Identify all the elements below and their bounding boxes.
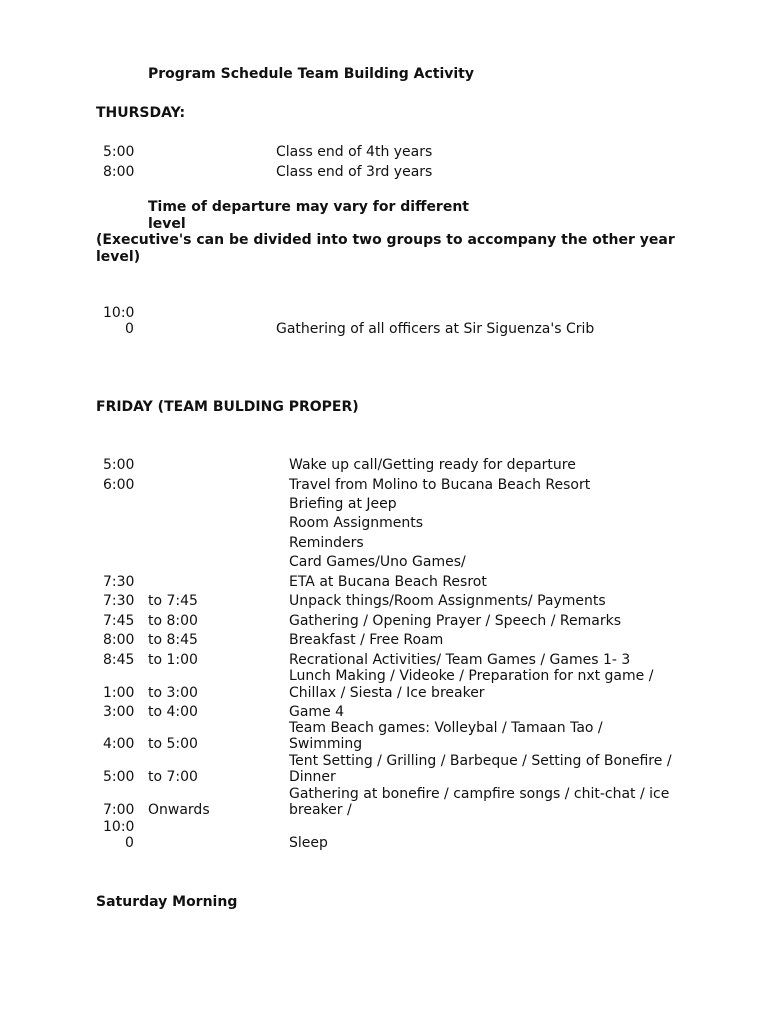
schedule-activity: Reminders bbox=[289, 535, 364, 551]
departure-note-line: level bbox=[148, 216, 186, 232]
schedule-time: 10:0 bbox=[103, 819, 135, 835]
schedule-time: 8:45 bbox=[103, 652, 135, 668]
schedule-activity: Team Beach games: Volleybal / Tamaan Tao / bbox=[289, 720, 603, 736]
schedule-activity: Sleep bbox=[289, 835, 328, 851]
executive-note-line: (Executive's can be divided into two groups to accompany the other year bbox=[96, 232, 675, 248]
page-title: Program Schedule Team Building Activity bbox=[148, 66, 474, 82]
schedule-activity: Lunch Making / Videoke / Preparation for nxt game / bbox=[289, 668, 654, 684]
schedule-to: to 8:00 bbox=[148, 613, 198, 629]
schedule-activity: Dinner bbox=[289, 769, 336, 785]
schedule-activity: Travel from Molino to Bucana Beach Resort bbox=[289, 477, 591, 493]
schedule-activity: Gathering at bonefire / campfire songs / chit-chat / ice bbox=[289, 786, 670, 802]
schedule-activity: Tent Setting / Grilling / Barbeque / Setting of Bonefire / bbox=[289, 753, 672, 769]
schedule-activity: ETA at Bucana Beach Resrot bbox=[289, 574, 487, 590]
schedule-time: 10:0 bbox=[103, 305, 135, 321]
schedule-time: 5:00 bbox=[103, 769, 135, 785]
schedule-to: to 1:00 bbox=[148, 652, 198, 668]
schedule-time: 8:00 bbox=[103, 164, 135, 180]
schedule-to: to 8:45 bbox=[148, 632, 198, 648]
schedule-activity: Recrational Activities/ Team Games / Games 1- 3 bbox=[289, 652, 631, 668]
saturday-heading: Saturday Morning bbox=[96, 894, 238, 910]
friday-heading: FRIDAY (TEAM BULDING PROPER) bbox=[96, 399, 359, 415]
schedule-to: to 7:45 bbox=[148, 593, 198, 609]
thursday-heading: THURSDAY: bbox=[96, 105, 186, 121]
schedule-activity: Unpack things/Room Assignments/ Payments bbox=[289, 593, 606, 609]
executive-note-line: level) bbox=[96, 249, 141, 265]
schedule-time: 7:00 bbox=[103, 802, 135, 818]
schedule-time: 5:00 bbox=[103, 457, 135, 473]
schedule-to: to 5:00 bbox=[148, 736, 198, 752]
schedule-to: to 4:00 bbox=[148, 704, 198, 720]
departure-note-line: Time of departure may vary for different bbox=[148, 199, 469, 215]
schedule-time: 0 bbox=[125, 321, 134, 337]
schedule-to: Onwards bbox=[148, 802, 210, 818]
schedule-activity: Briefing at Jeep bbox=[289, 496, 397, 512]
schedule-activity: Gathering / Opening Prayer / Speech / Remarks bbox=[289, 613, 621, 629]
schedule-activity: Gathering of all officers at Sir Siguenza's Crib bbox=[276, 321, 595, 337]
schedule-time: 3:00 bbox=[103, 704, 135, 720]
schedule-activity: Swimming bbox=[289, 736, 363, 752]
schedule-activity: Breakfast / Free Roam bbox=[289, 632, 444, 648]
schedule-time: 4:00 bbox=[103, 736, 135, 752]
schedule-activity: Game 4 bbox=[289, 704, 345, 720]
schedule-activity: Class end of 3rd years bbox=[276, 164, 433, 180]
schedule-activity: Room Assignments bbox=[289, 515, 424, 531]
schedule-time: 0 bbox=[125, 835, 134, 851]
schedule-time: 1:00 bbox=[103, 685, 135, 701]
schedule-to: to 3:00 bbox=[148, 685, 198, 701]
schedule-time: 7:30 bbox=[103, 574, 135, 590]
schedule-time: 7:45 bbox=[103, 613, 135, 629]
schedule-time: 7:30 bbox=[103, 593, 135, 609]
schedule-activity: Chillax / Siesta / Ice breaker bbox=[289, 685, 485, 701]
schedule-time: 8:00 bbox=[103, 632, 135, 648]
schedule-activity: Wake up call/Getting ready for departure bbox=[289, 457, 576, 473]
schedule-activity: Class end of 4th years bbox=[276, 144, 433, 160]
schedule-activity: Card Games/Uno Games/ bbox=[289, 554, 466, 570]
schedule-time: 5:00 bbox=[103, 144, 135, 160]
schedule-time: 6:00 bbox=[103, 477, 135, 493]
schedule-activity: breaker / bbox=[289, 802, 352, 818]
schedule-to: to 7:00 bbox=[148, 769, 198, 785]
